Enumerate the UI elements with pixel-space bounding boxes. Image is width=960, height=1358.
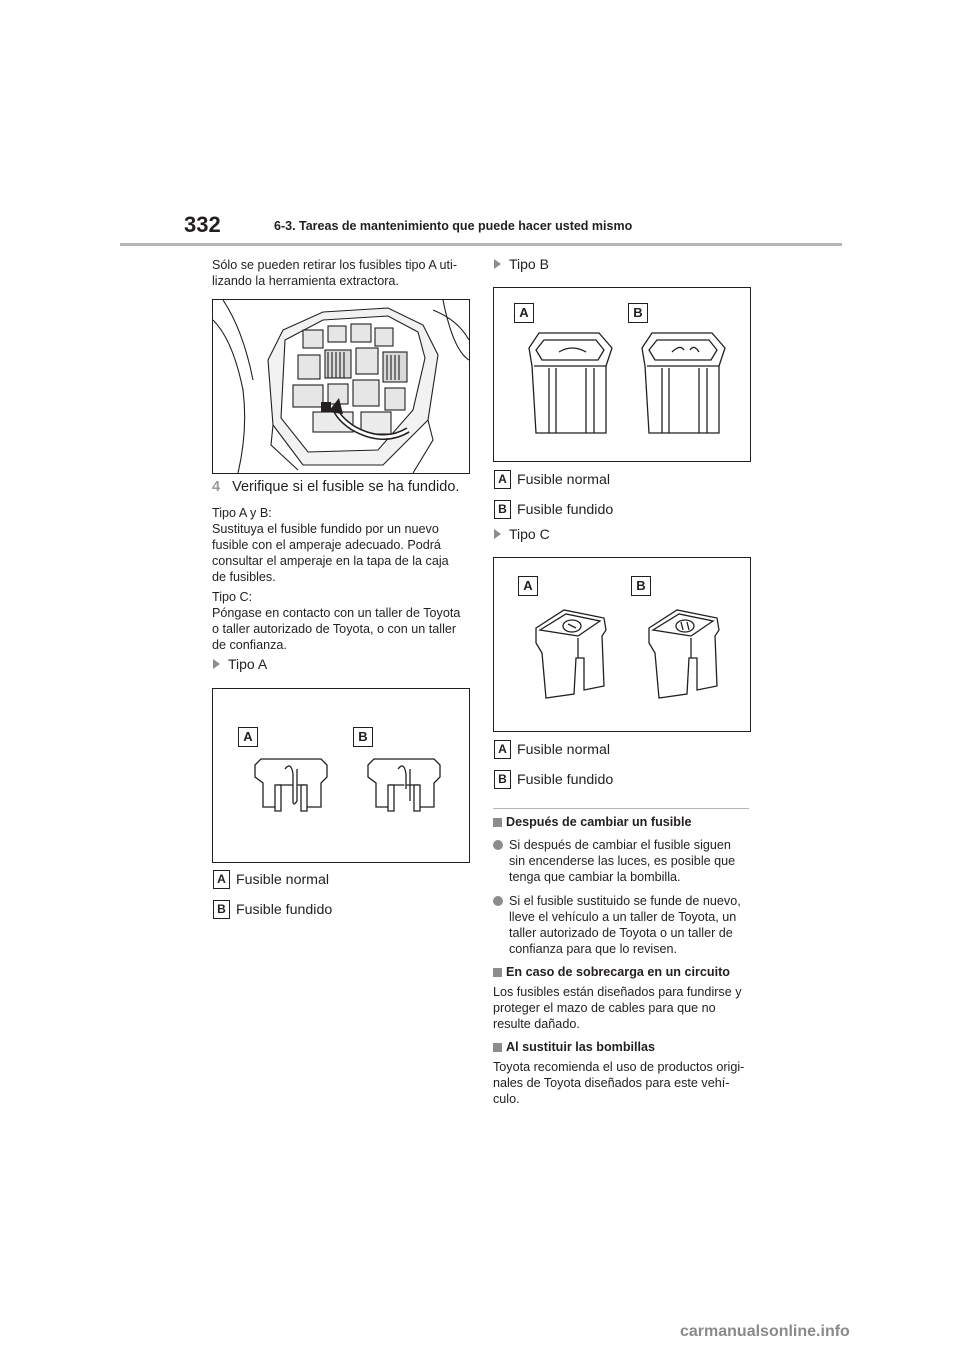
text-line: confianza para que lo revisen.	[509, 942, 678, 956]
tipo-a-label: Tipo A	[228, 656, 268, 672]
text-line: Toyota recomienda el uso de productos origi-	[493, 1060, 745, 1074]
type-c-text	[212, 589, 477, 653]
tipo-c-label: Tipo C	[509, 526, 550, 542]
square-bullet-icon	[493, 818, 502, 827]
text-line: o taller autorizado de Toyota, o con un taller	[212, 622, 457, 636]
triangle-bullet-icon	[494, 529, 501, 539]
cartridge-fuse-drawing	[494, 288, 750, 461]
legend-a	[213, 870, 329, 889]
legend-box-b: B	[213, 900, 230, 919]
figure-label-b: B	[628, 303, 648, 323]
legend-text: Fusible fundido	[517, 771, 614, 788]
legend-box-b: B	[494, 500, 511, 519]
fuse-box-illustration	[212, 299, 470, 474]
text-line: de confianza.	[212, 638, 287, 652]
legend-b	[494, 770, 613, 789]
section-title: 6-3. Tareas de mantenimiento que puede hacer usted mismo	[274, 219, 633, 233]
text-line: resulte dañado.	[493, 1017, 580, 1031]
intro-line: lizando la herramienta extractora.	[212, 274, 399, 288]
legend-a	[494, 740, 610, 759]
note-bullet	[493, 893, 753, 957]
text-line: consultar el amperaje en la tapa de la caja	[212, 554, 449, 568]
tipo-a-figure	[212, 688, 470, 863]
legend-b	[494, 500, 613, 519]
legend-a	[494, 470, 610, 489]
figure-label-a: A	[514, 303, 534, 323]
legend-box-a: A	[494, 740, 511, 759]
text-line: fusible con el amperaje adecuado. Podrá	[212, 538, 441, 552]
note-heading	[493, 965, 730, 979]
note-heading	[493, 815, 691, 829]
note-title: Después de cambiar un fusible	[506, 815, 692, 829]
intro-line: Sólo se pueden retirar los fusibles tipo A uti-	[212, 258, 458, 272]
text-line: sin encenderse las luces, es posible que	[509, 854, 736, 868]
tipo-c-heading	[494, 526, 550, 542]
type-ab-text	[212, 505, 477, 585]
text-line: nales de Toyota diseñados para este vehí-	[493, 1076, 730, 1090]
page-number: 332	[184, 212, 221, 237]
square-bullet-icon	[493, 968, 502, 977]
text-line: lleve el vehículo a un taller de Toyota, un	[509, 910, 737, 924]
note-body	[493, 1059, 758, 1107]
text-line: Si el fusible sustituido se funde de nuevo,	[509, 894, 741, 908]
triangle-bullet-icon	[213, 659, 220, 669]
note-title: Al sustituir las bombillas	[506, 1040, 656, 1054]
note-body	[493, 984, 758, 1032]
fuse-box-drawing	[213, 300, 469, 473]
text-line: culo.	[493, 1092, 520, 1106]
circle-bullet-icon	[493, 896, 503, 906]
legend-text: Fusible fundido	[236, 901, 333, 918]
legend-box-a: A	[213, 870, 230, 889]
note-bullet	[493, 837, 753, 885]
legend-box-a: A	[494, 470, 511, 489]
tipo-b-heading	[494, 256, 549, 272]
text-line: Tipo A y B:	[212, 506, 272, 520]
blade-fuse-drawing	[213, 689, 469, 862]
triangle-bullet-icon	[494, 259, 501, 269]
step-4	[212, 479, 459, 495]
legend-text: Fusible normal	[517, 741, 611, 758]
text-line: de fusibles.	[212, 570, 276, 584]
figure-label-a: A	[518, 576, 538, 596]
text-line: Si después de cambiar el fusible siguen	[509, 838, 731, 852]
legend-text: Fusible normal	[236, 871, 330, 888]
notes-divider	[493, 808, 749, 809]
jcase-fuse-drawing	[494, 558, 750, 731]
legend-box-b: B	[494, 770, 511, 789]
figure-label-b: B	[353, 727, 373, 747]
circle-bullet-icon	[493, 840, 503, 850]
watermark: carmanualsonline.info	[680, 1323, 850, 1340]
text-line: tenga que cambiar la bombilla.	[509, 870, 681, 884]
text-line: Sustituya el fusible fundido por un nuevo	[212, 522, 439, 536]
figure-label-b: B	[631, 576, 651, 596]
legend-text: Fusible fundido	[517, 501, 614, 518]
tipo-c-figure	[493, 557, 751, 732]
header-rule	[120, 243, 842, 246]
square-bullet-icon	[493, 1043, 502, 1052]
legend-text: Fusible normal	[517, 471, 611, 488]
figure-label-a: A	[238, 727, 258, 747]
text-line: proteger el mazo de cables para que no	[493, 1001, 716, 1015]
text-line: Tipo C:	[212, 590, 253, 604]
text-line: Póngase en contacto con un taller de Toyota	[212, 606, 461, 620]
text-line: taller autorizado de Toyota o un taller de	[509, 926, 733, 940]
note-title: En caso de sobrecarga en un circuito	[506, 965, 730, 979]
note-heading	[493, 1040, 655, 1054]
text-line: Los fusibles están diseñados para fundirse y	[493, 985, 742, 999]
step-number: 4	[212, 479, 221, 495]
tipo-b-figure	[493, 287, 751, 462]
tipo-b-label: Tipo B	[509, 256, 549, 272]
step-text: Verifique si el fusible se ha fundido.	[232, 479, 460, 495]
legend-b	[213, 900, 332, 919]
intro-text	[212, 257, 472, 289]
tipo-a-heading	[213, 656, 267, 672]
